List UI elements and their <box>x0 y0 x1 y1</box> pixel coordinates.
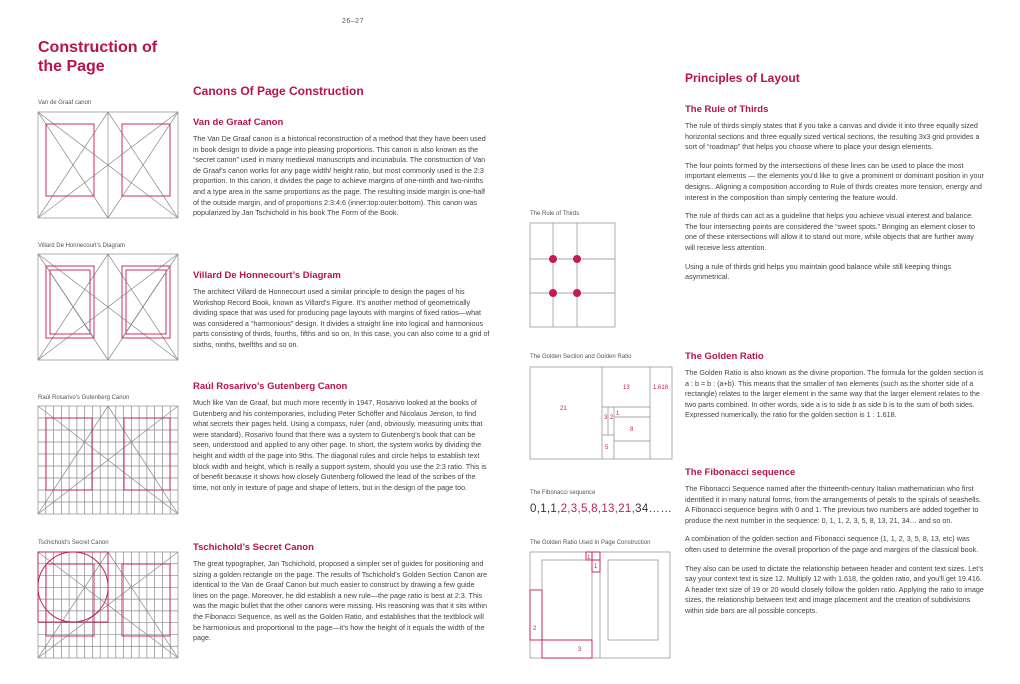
golden-label: 5 <box>605 445 609 451</box>
section-body: The Van De Graaf canon is a historical reconstruction of a method that they have been used in book design to divide a page into pleasing proportions. This canon is also known as the “secret canon” used in many medieval manuscripts and incunabula. The construction of Van de Graaf’s canon works for any page width/ height ratio, but most commonly used is the 2:3 proportion. In this canon, it divides the page to achieve margins of one-ninth and two-ninths and a type area in the same proportions as the page. The resulting inside margin is one-half of the outside margin, and of proportions 2:3:4:6 (inner:top:outer:bottom). This canon was popularized by Jan Tschichold in his book The Form of the Book. <box>193 134 486 218</box>
section-paragraph: A combination of the golden section and Fibonacci sequence (1, 1, 2, 3, 5, 8, 13, etc) was often used to determine the overall proportion of the page and margins of the classical book. <box>685 534 979 554</box>
page-title-line-1: Construction of <box>38 39 158 56</box>
section-paragraph: The four points formed by the intersections of these lines can be used to place the most important elements — the elements you’d like to give a prominent or dominant position in your designs.. Aligning a composition according to Rule of thirds creates more tension, energy and interest in the composition than simply centering the feature would. <box>685 160 984 202</box>
caption-van-de-graaf: Van de Graaf canon <box>38 100 92 106</box>
golden-label: 3 <box>604 415 608 421</box>
golden-label: 21 <box>560 406 567 412</box>
canons-heading: Canons Of Page Construction <box>193 84 364 98</box>
fibonacci-highlighted: 2,3,5,8,13,21, <box>560 503 636 515</box>
principles-heading: Principles of Layout <box>685 71 800 85</box>
section-title: Tschichold’s Secret Canon <box>193 542 314 553</box>
golden-section-diagram <box>530 367 672 459</box>
section-title: The Golden Ratio <box>685 351 764 362</box>
section-title: The Rule of Thirds <box>685 104 769 115</box>
section-title: Villard De Honnecourt’s Diagram <box>193 270 341 281</box>
sweet-spot <box>573 289 581 297</box>
caption-golden-section: The Golden Section and Golden Ratio <box>530 354 632 360</box>
golden-construction-diagram <box>530 552 670 658</box>
construction-label: 2 <box>533 626 537 632</box>
construction-label: 1 <box>594 564 598 570</box>
section-paragraph: The rule of thirds can act as a guideline that helps you achieve visual interest and balance. The four intersecting points are considered the “sweet spots.” Bringing an element closer to one of these intersections will allow it to stand out more, while objects that are further away will receive less attention. <box>685 211 976 252</box>
section-paragraph: Using a rule of thirds grid helps you maintain good balance while still keeping things asymmetrical. <box>685 261 952 282</box>
golden-label: 1.618 <box>653 385 669 391</box>
rosarivo-diagram <box>38 406 178 514</box>
construction-label: 1 <box>587 555 591 561</box>
section-paragraph: The rule of thirds simply states that if you take a canvas and divide it into three equally sized horizontal sections and three equally sized vertical sections, the resulting 3x3 grid provides a sort of “roadmap” that helps you choose where to place your design elements. <box>685 121 980 152</box>
section-body: The architect Villard de Honnecourt used a similar principle to design the pages of his Workshop Record Book, known as Villard’s Figure. It’s another method of geometrically dividing space that was used for producing page layouts with margins of fixed ratios—what was considered a “harmonious” design. It divides a straight line into logical and harmonious parts consisting of thirds, fourths, fifths and so on, In this case, you can also come to a grid of sixths, ninths, twelfths and so on. <box>193 287 490 349</box>
tschichold-diagram <box>38 552 178 658</box>
caption-tschichold: Tschichold’s Secret Canon <box>38 540 109 546</box>
section-paragraph: They also can be used to dictate the relationship between header and content text sizes. Let’s say your context text is size 12. Multiply 12 with 1.618, the golden ratio, and you’ll get 19.416. A header text size of 19 or 20 would closely follow the golden ratio. Applying the ratio to image sizes, the relationship between text and image placement and the creation of subdivisions within side bars are all possible concepts. <box>685 563 984 615</box>
section-body: The great typographer, Jan Tschichold, proposed a simpler set of guides for positioning and sizing a golden rectangle on the page. The results of Tschichold’s Golden Section Canon are identical to the Van de Graaf Canon but much easier to construct by drawing a few guide lines on the page. Moreover, he did establish a new rule—the page ratio is best at 2:3. This was the magic bullet that the other canons were missing. His reasoning was that it sits within the Fibonacci Sequence, as well as the Golden Ratio, and establishes that the textblock will be harmonious and proportional to the page—it’s how the height of it equals the width of the page. <box>193 559 488 643</box>
section-body: Much like Van de Graaf, but much more recently in 1947, Rosarivo looked at the books of Gutenberg and his contemporaries, including Peter Schöffer and Nicolaus Jenson, to find what secrets their pages held. Using a compass, ruler (and, obviously, measuring units that were standard), Rosarivo found that there was a system to Gutenberg’s book that can be seen, understood and applied to any other page. In short, the system works by dividing the height and width of the page into 9ths. The diagonal rules and circle helps to establish text block width and height, which is really a support system, should you use the 2:3 ratio. This is of benefit because it shows how closely Gutenberg followed the lead of the scribes of the time, not only in texture of page and shape of letters, but in the design of the page too. <box>193 398 487 492</box>
section-van-de-graaf <box>193 117 491 219</box>
caption-villard: Villard De Honnecourt’s Diagram <box>38 243 126 249</box>
section-rule-of-thirds <box>685 104 985 283</box>
section-golden-ratio <box>685 351 985 421</box>
golden-label: 1 <box>616 411 620 417</box>
section-fibonacci <box>685 467 985 617</box>
rule-of-thirds-diagram <box>530 223 615 327</box>
construction-label: 3 <box>578 647 582 653</box>
caption-rule-of-thirds: The Rule of Thirds <box>530 211 580 217</box>
villard-diagram <box>38 254 178 360</box>
section-paragraph: The Fibonacci Sequence named after the thirteenth-century Italian mathematician who first identified it in many natural forms, from the arrangements of petals to the spirals of seashells. A Fibonacci sequence begins with 0 and 1. The previous two numbers are added together to produce the next number in the sequence: 0, 1, 1, 2, 3, 5, 8, 13, 21, 34… and so on. <box>685 484 982 525</box>
sweet-spot <box>573 255 581 263</box>
section-rosarivo <box>193 381 491 493</box>
caption-rosarivo: Raúl Rosarivo’s Gutenberg Canon <box>38 395 130 401</box>
section-title: The Fibonacci sequence <box>685 467 796 478</box>
sweet-spot <box>549 255 557 263</box>
sweet-spot <box>549 289 557 297</box>
caption-fibonacci: The Fibonacci sequence <box>530 490 596 496</box>
page-title-line-2: the Page <box>38 58 105 75</box>
section-tschichold <box>193 542 491 644</box>
golden-label: 13 <box>623 385 630 391</box>
section-villard <box>193 270 491 351</box>
fibonacci-sequence <box>530 503 672 515</box>
van-de-graaf-diagram <box>38 112 178 218</box>
section-title: Van de Graaf Canon <box>193 117 284 128</box>
page-title <box>38 38 188 76</box>
golden-label: 2 <box>610 415 614 421</box>
section-title: Raúl Rosarivo’s Gutenberg Canon <box>193 381 348 392</box>
section-paragraph: The Golden Ratio is also known as the divine proportion. The formula for the golden section is a : b = b : (a+b). This means that the smaller of two elements (such as the shorter side of a rectangle) relates to the larger element in the same way that the larger element relates to the two parts combined. In other words, side a is to side b as side b is to the sum of both sides. Expressed numerically, the ratio for the golden section is 1 : 1.618. <box>685 368 984 420</box>
caption-golden-construction: The Golden Ratio Used In Page Construction <box>530 540 651 546</box>
fibonacci-plain: 0,1,1, <box>530 503 561 515</box>
fibonacci-tail: 34…… <box>635 503 673 515</box>
golden-label: 8 <box>630 427 634 433</box>
page-number: 26–27 <box>342 18 364 25</box>
